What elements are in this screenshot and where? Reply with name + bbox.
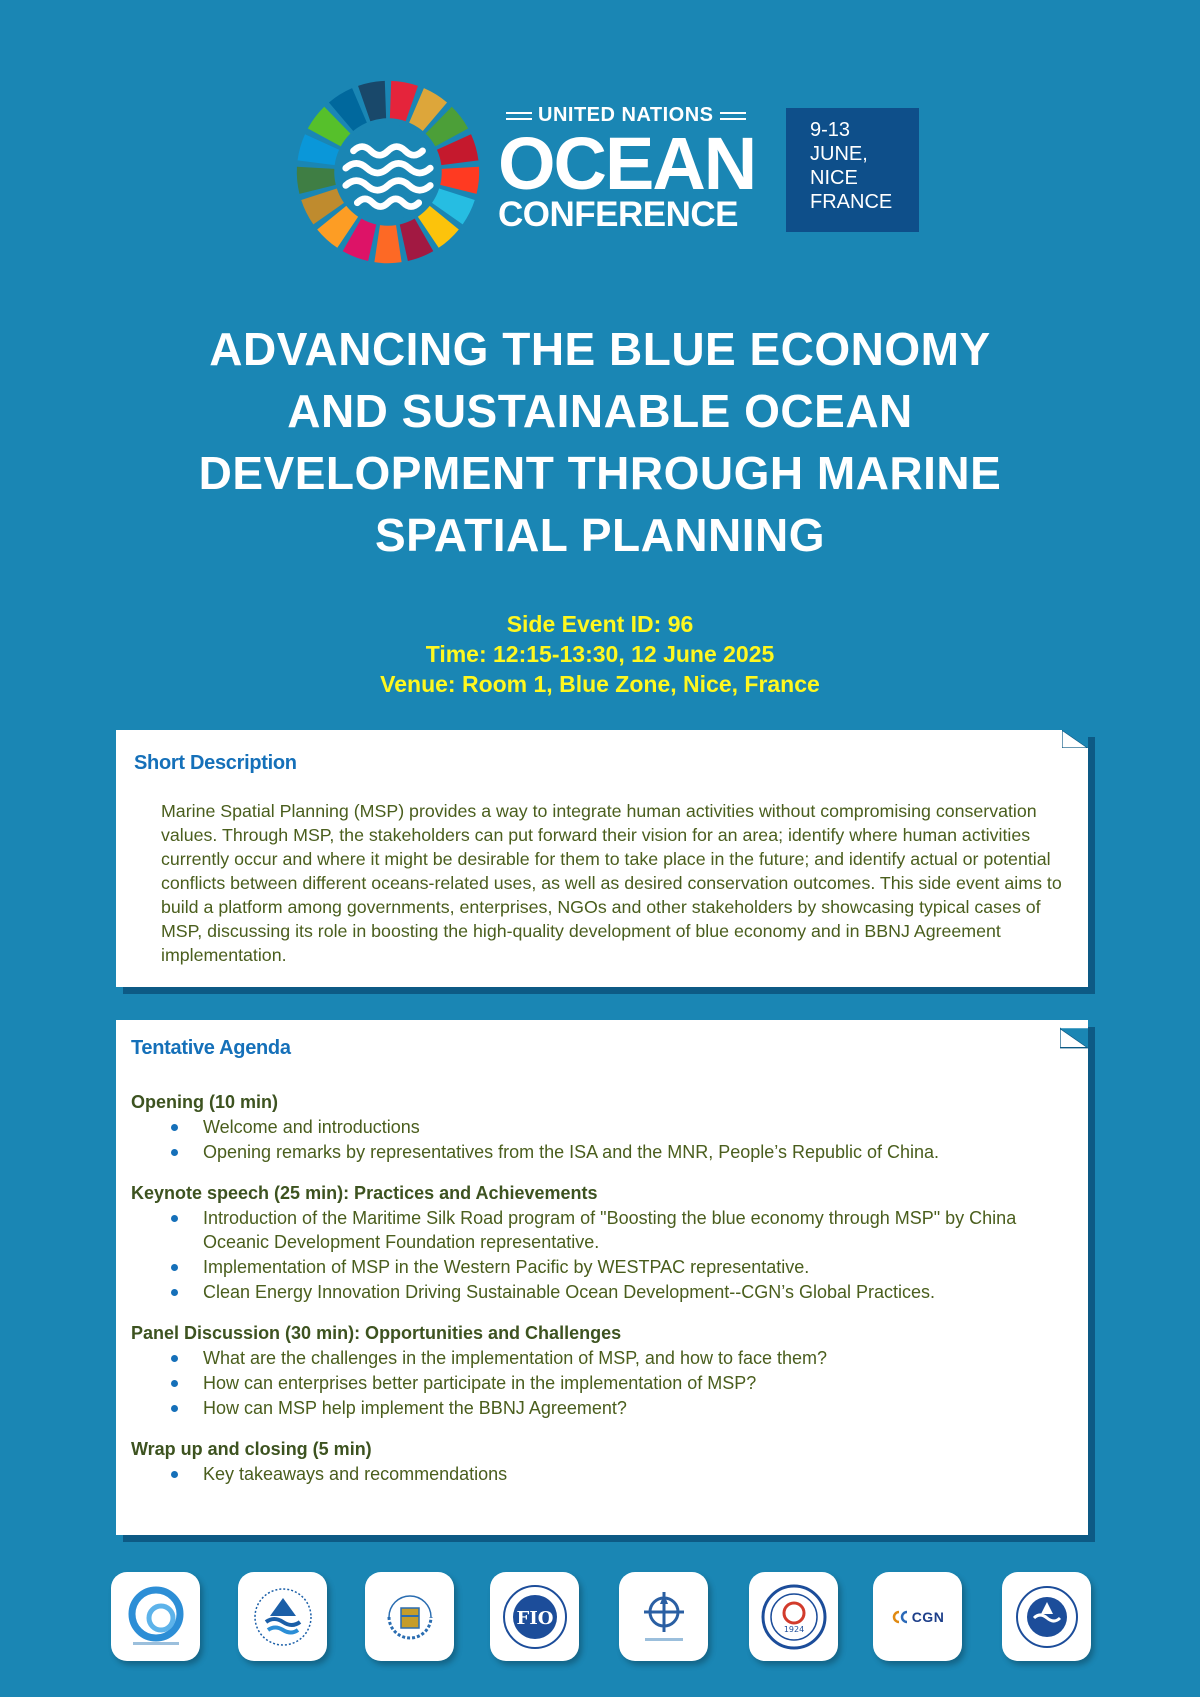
- fio-label: FIO: [516, 1607, 553, 1629]
- sdg-wheel-logo: [292, 76, 484, 268]
- agenda-item: How can MSP help implement the BBNJ Agreement?: [131, 1396, 1081, 1420]
- sdg-wheel-segment: [440, 167, 479, 194]
- cgn-label: CGN: [911, 1608, 945, 1625]
- agenda-item: Opening remarks by representatives from the ISA and the MNR, People’s Republic of China.: [131, 1140, 1081, 1164]
- agenda-section-title: Opening (10 min): [131, 1092, 279, 1112]
- national-ocean-technology-center-logo: [1002, 1572, 1091, 1661]
- event-venue: Venue: Room 1, Blue Zone, Nice, France: [380, 671, 820, 697]
- conference-header: [0, 0, 1200, 290]
- agenda-section-panel: [131, 1321, 1081, 1420]
- cgn-logo: [873, 1572, 962, 1661]
- ocean-label: OCEAN: [498, 122, 756, 205]
- page-fold-icon: [1060, 1020, 1088, 1056]
- conference-wordmark: [498, 104, 755, 233]
- agenda-item: Introduction of the Maritime Silk Road program of "Boosting the blue economy through MSP" by China Oceanic Development Foundation representative.: [131, 1206, 1081, 1254]
- ouc-year-label: 1924: [783, 1624, 804, 1634]
- conference-label: CONFERENCE: [498, 195, 739, 234]
- tentative-agenda-heading: Tentative Agenda: [131, 1037, 291, 1059]
- coastal-transportation-institute-logo: [619, 1572, 708, 1661]
- sdg-wheel-segment: [374, 225, 401, 263]
- agenda-list: [131, 1090, 1081, 1503]
- china-institute-for-marine-affairs-logo: [238, 1572, 327, 1661]
- ocean-university-of-china-logo: [749, 1572, 838, 1661]
- short-description-card: [116, 730, 1088, 987]
- short-description-heading: Short Description: [134, 752, 297, 774]
- page-fold-icon: [1062, 730, 1088, 748]
- agenda-section-title: Wrap up and closing (5 min): [131, 1439, 372, 1459]
- un-label: UNITED NATIONS: [506, 104, 755, 127]
- date-location-badge: 9-13 JUNE, NICE FRANCE: [786, 108, 919, 232]
- agenda-section-closing: [131, 1437, 1081, 1486]
- event-info: [100, 609, 1100, 699]
- first-institute-of-oceanography-logo: [490, 1572, 579, 1661]
- tentative-agenda-card: [116, 1020, 1088, 1535]
- cgn-mark-icon: [891, 1610, 909, 1624]
- agenda-section-title: Keynote speech (25 min): Practices and Achievements: [131, 1183, 598, 1203]
- agenda-item: Key takeaways and recommendations: [131, 1462, 1081, 1486]
- agenda-item: How can enterprises better participate in the implementation of MSP?: [131, 1371, 1081, 1395]
- event-title: ADVANCING THE BLUE ECONOMY AND SUSTAINABLE OCEAN DEVELOPMENT THROUGH MARINE SPATIAL PLANNING: [198, 323, 1002, 561]
- agenda-item: What are the challenges in the implementation of MSP, and how to face them?: [131, 1346, 1081, 1370]
- agenda-section-opening: [131, 1090, 1081, 1164]
- agenda-item: Welcome and introductions: [131, 1115, 1081, 1139]
- international-seabed-authority-logo: [365, 1572, 454, 1661]
- agenda-item: Clean Energy Innovation Driving Sustainable Ocean Development--CGN’s Global Practices.: [131, 1280, 1081, 1304]
- short-description-text: Marine Spatial Planning (MSP) provides a way to integrate human activities without compromising conservation values. Through MSP, the stakeholders can put forward their vision for an area; identify where human activities currently occur and where it might be desirable for them to take place in the future; and identify actual or potential conflicts between different oceans-related uses, as well as desired conservation outcomes. This side event aims to build a platform among governments, enterprises, NGOs and other stakeholders by showcasing typical cases of MSP, discussing its role in boosting the high-quality development of blue economy and in BBNJ Agreement implementation.: [161, 801, 1062, 965]
- agenda-section-title: Panel Discussion (30 min): Opportunities and Challenges: [131, 1323, 622, 1343]
- sdg-wheel-segment: [297, 167, 336, 194]
- agenda-item: Implementation of MSP in the Western Pacific by WESTPAC representative.: [131, 1255, 1081, 1279]
- agenda-section-keynote: [131, 1181, 1081, 1304]
- event-id: Side Event ID: 96: [506, 611, 694, 637]
- china-oceanic-development-foundation-logo: [111, 1572, 200, 1661]
- partner-logos: [0, 1572, 1200, 1662]
- event-time: Time: 12:15-13:30, 12 June 2025: [425, 641, 775, 667]
